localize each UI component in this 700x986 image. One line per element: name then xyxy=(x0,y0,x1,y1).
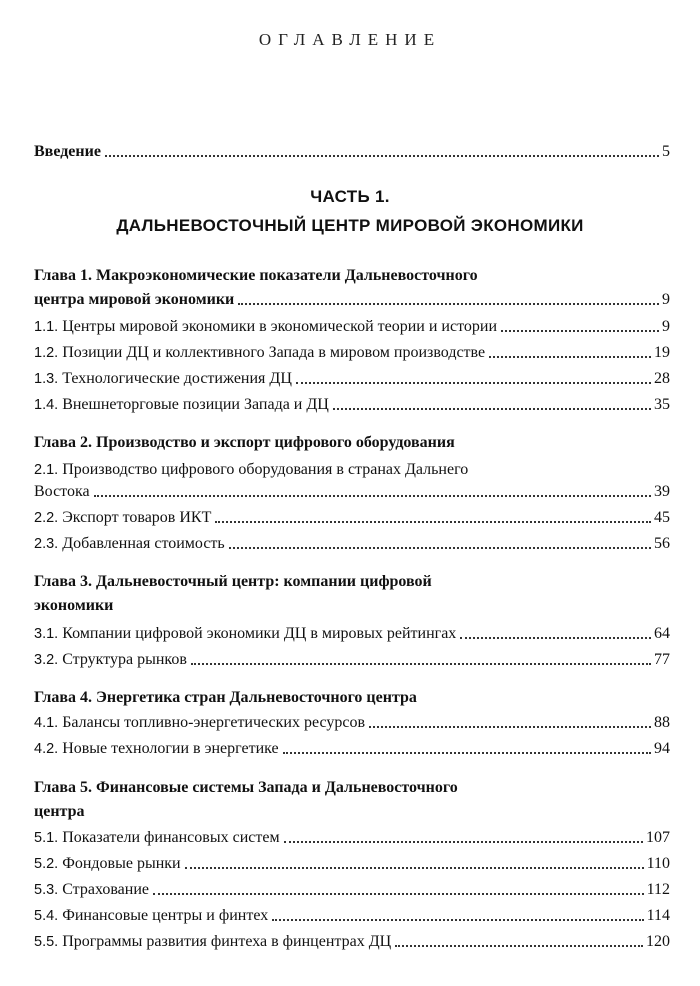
toc-section-2-1[interactable] xyxy=(34,478,670,502)
section-number: 5.1. xyxy=(34,830,59,846)
leader-dots xyxy=(105,155,659,157)
section-number: 1.4. xyxy=(34,397,59,413)
section-title: Внешнеторговые позиции Запада и ДЦ xyxy=(62,396,329,413)
toc-page-number: 110 xyxy=(646,855,670,872)
toc-page-number: 64 xyxy=(654,625,670,642)
section-number: 5.5. xyxy=(34,934,59,950)
toc-page-number: 94 xyxy=(654,740,670,757)
section-title: Программы развития финтеха в финцентрах ДЦ xyxy=(62,933,392,950)
toc-page-number: 45 xyxy=(654,509,670,526)
toc-section-1-4[interactable] xyxy=(34,391,670,415)
leader-dots xyxy=(284,841,643,843)
leader-dots xyxy=(460,637,651,639)
leader-dots xyxy=(283,752,651,754)
chapter-title-line2: центра мировой экономики xyxy=(34,291,235,308)
section-number: 1.1. xyxy=(34,319,59,335)
leader-dots xyxy=(191,663,651,665)
leader-dots xyxy=(215,521,651,523)
section-number: 2.1. xyxy=(34,462,59,478)
section-title: Позиции ДЦ и коллективного Запада в мировом производстве xyxy=(62,344,486,361)
toc-page-number: 19 xyxy=(654,344,670,361)
toc-page-number: 9 xyxy=(662,291,670,308)
section-title: Новые технологии в энергетике xyxy=(62,740,279,757)
chapter-5-title-line2[interactable]: центра xyxy=(34,803,85,820)
leader-dots xyxy=(333,408,651,410)
section-number: 2.3. xyxy=(34,536,59,552)
toc-section-5-2[interactable] xyxy=(34,850,670,874)
toc-page-number: 77 xyxy=(654,651,670,668)
section-number: 2.2. xyxy=(34,510,59,526)
section-title: Фондовые рынки xyxy=(62,855,181,872)
toc-page-number: 39 xyxy=(654,483,670,500)
toc-page-number: 114 xyxy=(646,907,670,924)
toc-section-5-5[interactable] xyxy=(34,928,670,952)
section-title: Технологические достижения ДЦ xyxy=(62,370,292,387)
chapter-5-title[interactable]: Глава 5. Финансовые системы Запада и Дальневосточного xyxy=(34,779,458,796)
toc-page-number: 56 xyxy=(654,535,670,552)
section-number: 4.2. xyxy=(34,741,59,757)
toc-section-3-2[interactable] xyxy=(34,646,670,670)
section-title: Добавленная стоимость xyxy=(62,535,225,552)
section-number: 3.1. xyxy=(34,626,59,642)
toc-page-number: 5 xyxy=(662,143,670,160)
leader-dots xyxy=(238,303,659,305)
chapter-3-title[interactable]: Глава 3. Дальневосточный центр: компании цифровой xyxy=(34,573,432,590)
section-number: 5.4. xyxy=(34,908,59,924)
leader-dots xyxy=(489,356,651,358)
part-heading: ЧАСТЬ 1. xyxy=(310,187,390,206)
section-number: 4.1. xyxy=(34,715,59,731)
leader-dots xyxy=(395,945,643,947)
toc-section-4-1[interactable] xyxy=(34,709,670,733)
section-number: 1.2. xyxy=(34,345,59,361)
leader-dots xyxy=(272,919,643,921)
toc-page-number: 88 xyxy=(654,714,670,731)
toc-section-2-1-line1[interactable] xyxy=(34,460,468,480)
toc-section-3-1[interactable] xyxy=(34,620,670,644)
toc-section-4-2[interactable] xyxy=(34,735,670,759)
leader-dots xyxy=(185,867,644,869)
toc-entry-intro[interactable] xyxy=(34,138,670,162)
chapter-4-title[interactable]: Глава 4. Энергетика стран Дальневосточного центра xyxy=(34,689,417,706)
toc-section-1-1[interactable] xyxy=(34,313,670,337)
toc-page-number: 28 xyxy=(654,370,670,387)
section-number: 3.2. xyxy=(34,652,59,668)
page-title: ОГЛАВЛЕНИЕ xyxy=(258,30,442,49)
section-title: Структура рынков xyxy=(62,651,187,668)
section-title: Производство цифрового оборудования в странах Дальнего xyxy=(62,461,469,478)
section-title: Центры мировой экономики в экономической теории и истории xyxy=(62,318,497,335)
toc-page-number: 9 xyxy=(662,318,670,335)
section-title: Страхование xyxy=(62,881,149,898)
toc-entry-label: Введение xyxy=(34,143,101,160)
toc-section-1-3[interactable] xyxy=(34,365,670,389)
leader-dots xyxy=(296,382,651,384)
leader-dots xyxy=(153,893,644,895)
section-title: Балансы топливно-энергетических ресурсов xyxy=(62,714,366,731)
toc-section-5-4[interactable] xyxy=(34,902,670,926)
leader-dots xyxy=(229,547,651,549)
section-title: Компании цифровой экономики ДЦ в мировых рейтингах xyxy=(62,625,457,642)
toc-page-number: 120 xyxy=(646,933,670,950)
toc-section-1-2[interactable] xyxy=(34,339,670,363)
chapter-1-entry[interactable] xyxy=(34,286,670,310)
toc-page-number: 107 xyxy=(646,829,670,846)
chapter-1-title[interactable]: Глава 1. Макроэкономические показатели Дальневосточного xyxy=(34,267,478,284)
section-number: 1.3. xyxy=(34,371,59,387)
section-number: 5.2. xyxy=(34,856,59,872)
toc-section-2-3[interactable] xyxy=(34,530,670,554)
leader-dots xyxy=(94,495,651,497)
chapter-3-title-line2[interactable]: экономики xyxy=(34,597,114,614)
section-title: Финансовые центры и финтех xyxy=(62,907,269,924)
toc-section-5-3[interactable] xyxy=(34,876,670,900)
section-title: Показатели финансовых систем xyxy=(62,829,280,846)
section-title-line2: Востока xyxy=(34,483,90,500)
section-number: 5.3. xyxy=(34,882,59,898)
chapter-2-title[interactable]: Глава 2. Производство и экспорт цифрового оборудования xyxy=(34,434,455,451)
toc-section-5-1[interactable] xyxy=(34,824,670,848)
leader-dots xyxy=(369,726,651,728)
toc-section-2-2[interactable] xyxy=(34,504,670,528)
leader-dots xyxy=(501,330,659,332)
section-title: Экспорт товаров ИКТ xyxy=(62,509,212,526)
toc-page-number: 112 xyxy=(646,881,670,898)
toc-page-number: 35 xyxy=(654,396,670,413)
part-subheading: ДАЛЬНЕВОСТОЧНЫЙ ЦЕНТР МИРОВОЙ ЭКОНОМИКИ xyxy=(116,216,584,235)
